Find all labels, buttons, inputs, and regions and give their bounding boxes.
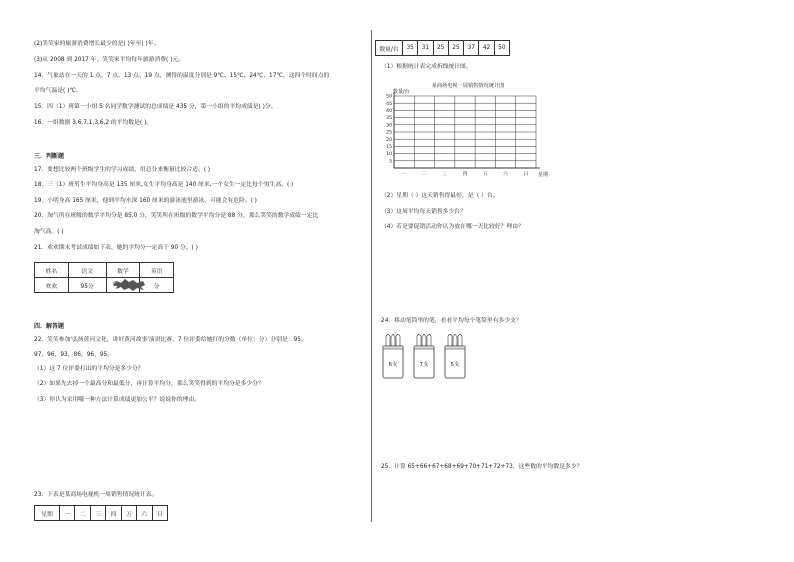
q13-sub3: (3)从 2008 到 2017 年，笑笑家平均每年旅游消费( )元。 <box>34 57 185 63</box>
chart-x-tick-label: 四 <box>462 172 468 177</box>
chart-xlabel: 星期 <box>538 172 549 178</box>
table-cell: 一 <box>60 506 75 521</box>
q22-text-cont: 97，96，93，86，96，95。 <box>34 352 114 358</box>
q22-sub1: （1）这 7 位评委打出的平均分是多少分？ <box>34 366 144 372</box>
table-cell: 31 <box>418 41 433 56</box>
q23-text: 23．下表是某商场电视机一周销售情况统计表。 <box>34 492 158 498</box>
q22-sub3: （3）你认为采用哪一种方法计算成绩更加公平？说说你的理由。 <box>34 397 201 403</box>
table-cell: 37 <box>464 41 479 56</box>
q21-text: 21．欢欢期末考试成绩如下表，她的平均分一定高于 90 分。( ) <box>34 245 198 251</box>
chart-x-tick-label: 三 <box>442 172 448 177</box>
q24-text: 24．移动笔筒里的笔，看看平均每个笔筒里有多少支？ <box>381 318 522 324</box>
q17-text: 17．要想比较两个班级学生的学习成绩，用总分来衡量比较合适。( ) <box>34 167 211 173</box>
q21-score-table <box>34 262 174 293</box>
q23-weekday-table <box>34 505 168 521</box>
pen-count-label: 6支 <box>388 362 398 368</box>
q19-text: 19．小明身高 165 厘米，他到平均水深 160 厘米的游泳池里游泳，可能会有危险。( ) <box>34 198 257 204</box>
section-4-heading: 四．解答题 <box>34 323 65 330</box>
table-cell: 欢欢 <box>35 278 69 293</box>
table-cell: 分 <box>140 278 174 293</box>
chart-y-tick-label: 35 <box>386 116 392 122</box>
chart-y-tick-label: 10 <box>386 152 392 158</box>
q14-text-cont: 平均气温是( )℃。 <box>34 88 82 94</box>
table-header: 数量/台 <box>376 41 403 56</box>
pencil-cup-icon <box>412 334 436 380</box>
table-header: 数学 <box>106 263 140 278</box>
q18-text: 18．三（1）班男生平均身高是 135 厘米,女生平均身高是 140 厘米,一个女生一定比每个男生高。( ) <box>34 182 294 188</box>
chart-title: 某商场电视一周销售情况统计图 <box>431 83 505 89</box>
pen-holder-1 <box>381 334 405 384</box>
chart-y-tick-label: 15 <box>386 145 392 150</box>
chart-y-tick-label: 40 <box>386 109 392 114</box>
table-cell-obscured <box>106 278 140 293</box>
table-cell: 六 <box>137 506 152 521</box>
chart-x-tick-label: 五 <box>482 172 488 177</box>
q20-text-cont: 淘气高。( ) <box>34 229 64 235</box>
sales-line-chart <box>378 80 558 180</box>
q14-text: 14．气象站在一天的 1 点、7 点、13 点、19 点，测得的温度分别是 9℃、15℃、24℃、17℃，这四个时间点的 <box>34 73 330 79</box>
table-cell: 四 <box>106 506 121 521</box>
q23-sub1: （1）根据统计表完成折线统计图。 <box>381 64 472 70</box>
table-cell: 25 <box>448 41 463 56</box>
chart-ylabel: 数量/台 <box>393 89 410 95</box>
q23-sub2: （2）星期（ ）这天销售得最好，是（ ）台。 <box>381 193 499 199</box>
table-header: 语文 <box>68 263 106 278</box>
chart-y-tick-label: 25 <box>386 130 392 136</box>
table-cell: 二 <box>75 506 90 521</box>
chart-y-tick-label: 45 <box>386 101 392 107</box>
q23-sub4: （4）若是要促销活动你认为放在哪一天比较好？理由？ <box>381 224 524 230</box>
table-cell: 五 <box>121 506 136 521</box>
q16-text: 16．一组数据 3,6,7,1,3,6,2 的平均数是( )。 <box>34 120 153 126</box>
chart-y-tick-label: 30 <box>386 123 392 129</box>
table-header: 姓名 <box>35 263 69 278</box>
chart-y-tick-label: 50 <box>386 94 392 100</box>
column-divider <box>371 30 372 522</box>
table-cell: 35 <box>403 41 418 56</box>
q22-sub2: （2）如果先去掉一个最高分和最低分，再计算平均分，那么笑笑得到的平均分是多少分？ <box>34 381 264 387</box>
pencil-cup-icon <box>443 334 467 380</box>
table-cell: 50 <box>494 41 509 56</box>
chart-y-tick-label: 5 <box>389 159 392 165</box>
table-cell: 三 <box>90 506 105 521</box>
q22-text: 22．笑笑参加'弘扬黄河文化，讲好黄河故事'演讲比赛，7 位评委给她打的分数（单位：分）分别是：95， <box>34 337 307 343</box>
table-cell: 日 <box>152 506 167 521</box>
q23-sub3: （3）这周平均每天销售多少台？ <box>381 209 466 215</box>
chart-x-tick-label: 六 <box>503 172 508 177</box>
table-header: 英语 <box>140 263 174 278</box>
pen-count-label: 5支 <box>450 362 460 368</box>
pen-holder-2 <box>412 334 436 384</box>
pen-holder-3 <box>443 334 467 384</box>
section-3-heading: 三．判断题 <box>34 153 65 160</box>
chart-y-tick-label: 20 <box>386 137 392 143</box>
q15-text: 15．四（1）班第一小组 5 名同学数学测试的总成绩是 435 分，第一小组的平均成绩是( )分。 <box>34 104 277 110</box>
chart-x-tick-label: 二 <box>422 172 427 177</box>
q20-text: 20．淘气所在班级的数学平均分是 85.0 分，笑笑所在班级的数学平均分是 88 分，那么笑笑的数学成绩一定比 <box>34 213 319 219</box>
pencil-cup-icon <box>381 334 405 380</box>
table-cell: 95分 <box>68 278 106 293</box>
q25-text: 25．计算 65+66+67+68+69+70+71+72+73，这些数的平均数是多少？ <box>381 464 583 470</box>
chart-x-tick-label: 日 <box>523 172 529 177</box>
ink-blot-icon <box>111 279 147 291</box>
chart-x-tick-label: 一 <box>401 172 407 177</box>
q13-sub2: (2)笑笑家的旅游消费增长最少的是( )年至( )年。 <box>34 41 160 47</box>
table-cell: 25 <box>433 41 448 56</box>
sales-count-table <box>375 40 510 56</box>
pen-count-label: 7支 <box>419 362 429 368</box>
table-header: 星期 <box>35 506 60 521</box>
table-cell: 42 <box>479 41 494 56</box>
